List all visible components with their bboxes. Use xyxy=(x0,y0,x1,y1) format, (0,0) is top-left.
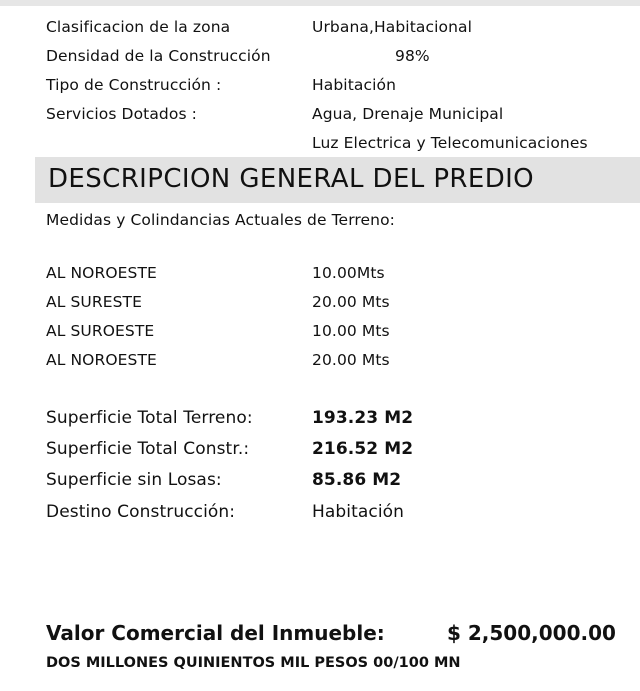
destino-label: Destino Construcción: xyxy=(46,502,236,522)
valor-comercial-amount: $ 2,500,000.00 xyxy=(447,621,616,645)
zona-densidad-label: Densidad de la Construcción xyxy=(46,47,271,65)
superficie-value: 193.23 M2 xyxy=(312,408,414,428)
colindancia-value: 10.00 Mts xyxy=(312,322,390,340)
zona-servicios-value-line1: Agua, Drenaje Municipal xyxy=(312,105,504,123)
zona-tipo-value: Habitación xyxy=(312,76,397,94)
zona-clasificacion-value: Urbana,Habitacional xyxy=(312,18,473,36)
section-title: DESCRIPCION GENERAL DEL PREDIO xyxy=(48,164,535,194)
superficie-label: Superficie sin Losas: xyxy=(46,470,222,490)
colindancia-label: AL NOROESTE xyxy=(46,264,157,282)
colindancia-label: AL SUROESTE xyxy=(46,322,155,340)
zona-tipo-label: Tipo de Construcción : xyxy=(46,76,222,94)
valor-en-letras: DOS MILLONES QUINIENTOS MIL PESOS 00/100 MN xyxy=(46,655,461,671)
section-header xyxy=(35,157,640,203)
colindancia-value: 20.00 Mts xyxy=(312,293,390,311)
section-subtitle: Medidas y Colindancias Actuales de Terreno: xyxy=(46,211,395,229)
superficie-value: 216.52 M2 xyxy=(312,439,414,459)
colindancia-label: AL NOROESTE xyxy=(46,351,157,369)
zona-servicios-label: Servicios Dotados : xyxy=(46,105,197,123)
superficie-label: Superficie Total Constr.: xyxy=(46,439,250,459)
top-divider-bar xyxy=(0,0,640,6)
colindancia-value: 20.00 Mts xyxy=(312,351,390,369)
superficie-value: 85.86 M2 xyxy=(312,470,402,490)
valor-comercial-label: Valor Comercial del Inmueble: xyxy=(46,621,385,645)
colindancia-label: AL SURESTE xyxy=(46,293,143,311)
zona-densidad-value: 98% xyxy=(395,47,430,65)
zona-servicios-value-line2: Luz Electrica y Telecomunicaciones xyxy=(312,134,588,152)
destino-value: Habitación xyxy=(312,502,405,522)
colindancia-value: 10.00Mts xyxy=(312,264,385,282)
zona-clasificacion-label: Clasificacion de la zona xyxy=(46,18,231,36)
superficie-label: Superficie Total Terreno: xyxy=(46,408,253,428)
